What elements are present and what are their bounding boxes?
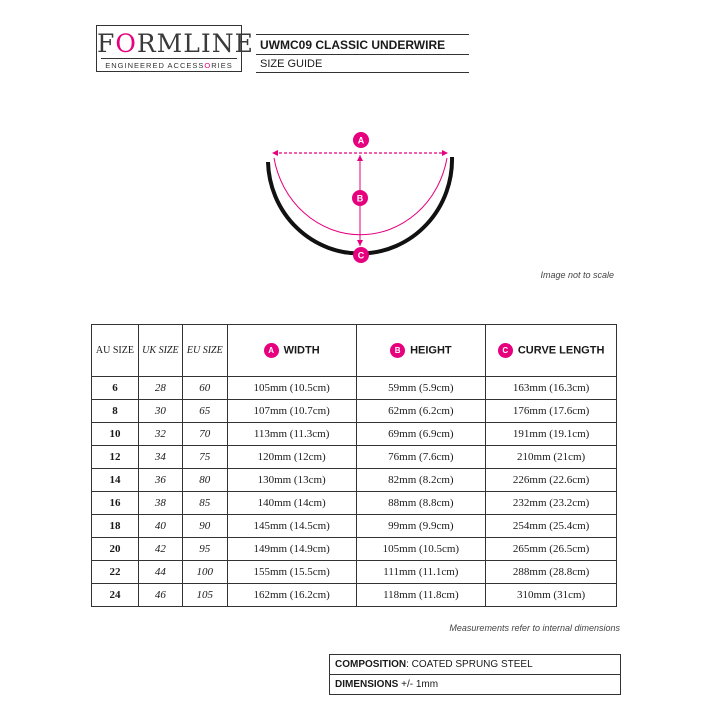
header-curve-label: CURVE LENGTH (517, 344, 605, 357)
cell-curve-length: 265mm (26.5cm) (486, 538, 617, 561)
cell-height: 105mm (10.5cm) (356, 538, 486, 561)
cell-width: 149mm (14.9cm) (227, 538, 356, 561)
table-row (92, 446, 617, 469)
composition-value: : COATED SPRUNG STEEL (406, 659, 533, 670)
table-row (92, 469, 617, 492)
cell-curve-length: 191mm (19.1cm) (486, 423, 617, 446)
header-curve-length (486, 325, 617, 377)
cell-curve-length: 163mm (16.3cm) (486, 377, 617, 400)
cell-width: 113mm (11.3cm) (227, 423, 356, 446)
cell-eu-size: 85 (182, 492, 227, 515)
composition-label: COMPOSITION (335, 659, 407, 670)
width-arrow-right (442, 150, 448, 156)
header-height-label: HEIGHT (410, 344, 452, 357)
cell-width: 140mm (14cm) (227, 492, 356, 515)
cell-curve-length: 232mm (23.2cm) (486, 492, 617, 515)
cell-eu-size: 105 (182, 584, 227, 607)
cell-au-size: 12 (92, 446, 139, 469)
header-au-size: AU SIZE (92, 325, 139, 377)
cell-uk-size: 36 (138, 469, 182, 492)
table-row (92, 377, 617, 400)
marker-a-label: A (357, 135, 365, 146)
cell-curve-length: 210mm (21cm) (486, 446, 617, 469)
cell-curve-length: 310mm (31cm) (486, 584, 617, 607)
table-row (92, 423, 617, 446)
table-header-row (92, 325, 617, 377)
dimensions-row (330, 674, 620, 694)
cell-width: 105mm (10.5cm) (227, 377, 356, 400)
cell-height: 59mm (5.9cm) (356, 377, 486, 400)
cell-au-size: 24 (92, 584, 139, 607)
header-uk-size: UK SIZE (138, 325, 182, 377)
cell-width: 145mm (14.5cm) (227, 515, 356, 538)
table-row (92, 538, 617, 561)
cell-height: 76mm (7.6cm) (356, 446, 486, 469)
cell-eu-size: 80 (182, 469, 227, 492)
cell-height: 111mm (11.1cm) (356, 561, 486, 584)
table-row (92, 561, 617, 584)
cell-height: 62mm (6.2cm) (356, 400, 486, 423)
table-row (92, 492, 617, 515)
header-width (227, 325, 356, 377)
cell-au-size: 22 (92, 561, 139, 584)
cell-eu-size: 60 (182, 377, 227, 400)
marker-a (353, 132, 369, 148)
measurements-note: Measurements refer to internal dimensions (449, 623, 620, 633)
cell-au-size: 14 (92, 469, 139, 492)
cell-curve-length: 254mm (25.4cm) (486, 515, 617, 538)
badge-c: C (498, 343, 513, 358)
height-arrow-bottom (357, 240, 363, 246)
cell-au-size: 10 (92, 423, 139, 446)
cell-uk-size: 44 (138, 561, 182, 584)
marker-b (352, 190, 368, 206)
dimensions-label: DIMENSIONS (335, 679, 399, 690)
table-row (92, 400, 617, 423)
width-arrow-left (272, 150, 278, 156)
marker-c-label: C (357, 250, 365, 261)
cell-eu-size: 65 (182, 400, 227, 423)
cell-uk-size: 30 (138, 400, 182, 423)
cell-eu-size: 90 (182, 515, 227, 538)
cell-curve-length: 226mm (22.6cm) (486, 469, 617, 492)
cell-uk-size: 34 (138, 446, 182, 469)
cell-uk-size: 38 (138, 492, 182, 515)
cell-height: 82mm (8.2cm) (356, 469, 486, 492)
cell-au-size: 18 (92, 515, 139, 538)
cell-eu-size: 95 (182, 538, 227, 561)
badge-a: A (264, 343, 279, 358)
cell-height: 118mm (11.8cm) (356, 584, 486, 607)
cell-uk-size: 32 (138, 423, 182, 446)
cell-au-size: 6 (92, 377, 139, 400)
cell-eu-size: 70 (182, 423, 227, 446)
header-height (356, 325, 486, 377)
badge-b: B (390, 343, 405, 358)
cell-height: 69mm (6.9cm) (356, 423, 486, 446)
cell-uk-size: 40 (138, 515, 182, 538)
cell-eu-size: 100 (182, 561, 227, 584)
cell-uk-size: 46 (138, 584, 182, 607)
height-arrow-top (357, 155, 363, 161)
marker-c (353, 247, 369, 263)
scale-note: Image not to scale (540, 270, 614, 280)
cell-width: 120mm (12cm) (227, 446, 356, 469)
cell-width: 155mm (15.5cm) (227, 561, 356, 584)
brand-wordmark: FORMLINE (97, 29, 254, 58)
spec-box (329, 654, 621, 695)
composition-row (330, 655, 620, 674)
header-width-label: WIDTH (283, 344, 320, 357)
cell-uk-size: 28 (138, 377, 182, 400)
cell-width: 130mm (13cm) (227, 469, 356, 492)
dimensions-value: +/- 1mm (398, 679, 439, 690)
cell-height: 88mm (8.8cm) (356, 492, 486, 515)
table-row (92, 515, 617, 538)
table-row (92, 584, 617, 607)
cell-curve-length: 288mm (28.8cm) (486, 561, 617, 584)
table-body (92, 377, 617, 607)
cell-au-size: 8 (92, 400, 139, 423)
cell-au-size: 20 (92, 538, 139, 561)
size-table (91, 324, 617, 607)
cell-width: 107mm (10.7cm) (227, 400, 356, 423)
cell-uk-size: 42 (138, 538, 182, 561)
cell-width: 162mm (16.2cm) (227, 584, 356, 607)
header-eu-size: EU SIZE (182, 325, 227, 377)
page-subtitle: SIZE GUIDE (260, 58, 323, 70)
cell-au-size: 16 (92, 492, 139, 515)
product-title: UWMC09 CLASSIC UNDERWIRE (260, 38, 446, 52)
cell-curve-length: 176mm (17.6cm) (486, 400, 617, 423)
brand-tagline: ENGINEERED ACCESSORIES (105, 61, 233, 70)
marker-b-label: B (356, 193, 364, 204)
cell-eu-size: 75 (182, 446, 227, 469)
cell-height: 99mm (9.9cm) (356, 515, 486, 538)
